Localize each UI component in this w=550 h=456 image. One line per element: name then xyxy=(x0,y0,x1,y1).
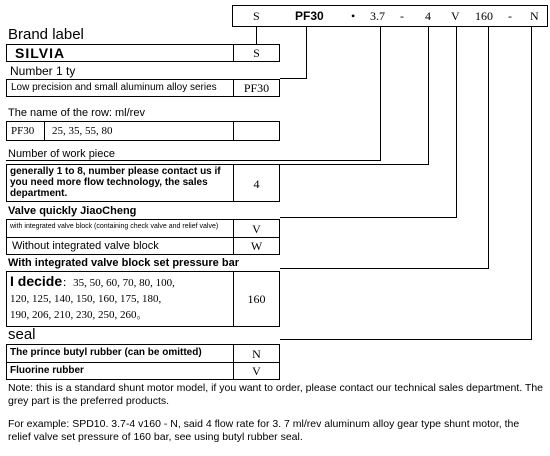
series-heading: Number 1 ty xyxy=(10,64,76,78)
code-part-brand: S xyxy=(253,9,260,23)
model-code-box xyxy=(232,5,548,27)
workpiece-row xyxy=(6,164,280,202)
row-row xyxy=(6,121,280,141)
row-heading: The name of the row: ml/rev xyxy=(8,107,145,119)
seal-opt2-desc: Fluorine rubber xyxy=(10,365,84,376)
valve-table xyxy=(6,219,280,255)
workpiece-code: 4 xyxy=(253,177,260,191)
brand-name: SILVIA xyxy=(15,45,66,61)
seal-heading: seal xyxy=(8,326,36,343)
note-example: For example: SPD10. 3.7-4 v160 - N, said 4 flow rate for 3. 7 ml/rev aluminum alloy gear type shunt motor, the relief valve set pressure of 160 bar, see using butyl rubber seal. xyxy=(8,418,520,443)
brand-row xyxy=(6,44,280,62)
pressure-line3: 190, 206, 210, 230, 250, 260。 xyxy=(10,309,148,321)
code-part-dot: • xyxy=(351,9,356,23)
workpiece-desc: generally 1 to 8, number please contact us if you need more flow technology, the sales department. xyxy=(10,166,221,199)
pressure-prefix: I decide xyxy=(10,273,63,289)
seal-table xyxy=(6,344,280,380)
valve-opt1-code: V xyxy=(252,222,261,236)
code-part-workpiece: 4 xyxy=(425,9,431,23)
code-part-dash1: - xyxy=(400,9,404,23)
note-standard: Note: this is a standard shunt motor model, if you want to order, please contact our technical sales department. The grey part is the preferred products. xyxy=(8,382,544,407)
series-row xyxy=(6,79,280,97)
pressure-heading: With integrated valve block set pressure bar xyxy=(8,257,239,269)
pressure-line2: 120, 125, 140, 150, 160, 175, 180, xyxy=(10,293,162,305)
code-part-pressure: 160 xyxy=(475,9,493,23)
seal-opt1-desc: The prince butyl rubber (can be omitted) xyxy=(10,347,202,358)
pressure-code: 160 xyxy=(247,292,266,306)
valve-opt2-code: W xyxy=(250,239,263,253)
code-part-valve: V xyxy=(451,9,460,23)
code-part-displacement: 3.7 xyxy=(370,9,385,23)
seal-opt1-code: N xyxy=(252,347,261,361)
series-desc: Low precision and small aluminum alloy series xyxy=(11,82,217,93)
valve-opt1-desc: with integrated valve block (containing check valve and relief valve) xyxy=(10,223,219,230)
code-part-dash2: - xyxy=(508,9,512,23)
brand-heading: Brand label xyxy=(8,26,84,43)
pressure-line1: ：35, 50, 60, 70, 80, 100, xyxy=(62,277,175,289)
row-model: PF30 xyxy=(11,125,35,137)
brand-code: S xyxy=(253,46,260,60)
valve-heading: Valve quickly JiaoCheng xyxy=(8,205,137,217)
code-part-seal: N xyxy=(530,9,539,23)
seal-opt2-code: V xyxy=(252,364,261,378)
code-part-series: PF30 xyxy=(295,9,324,23)
valve-opt2-desc: Without integrated valve block xyxy=(12,240,159,252)
pressure-values xyxy=(10,273,232,323)
pressure-row xyxy=(6,271,280,327)
series-code: PF30 xyxy=(243,81,270,95)
workpiece-heading: Number of work piece xyxy=(8,148,115,160)
row-values: 25, 35, 55, 80 xyxy=(52,125,113,137)
